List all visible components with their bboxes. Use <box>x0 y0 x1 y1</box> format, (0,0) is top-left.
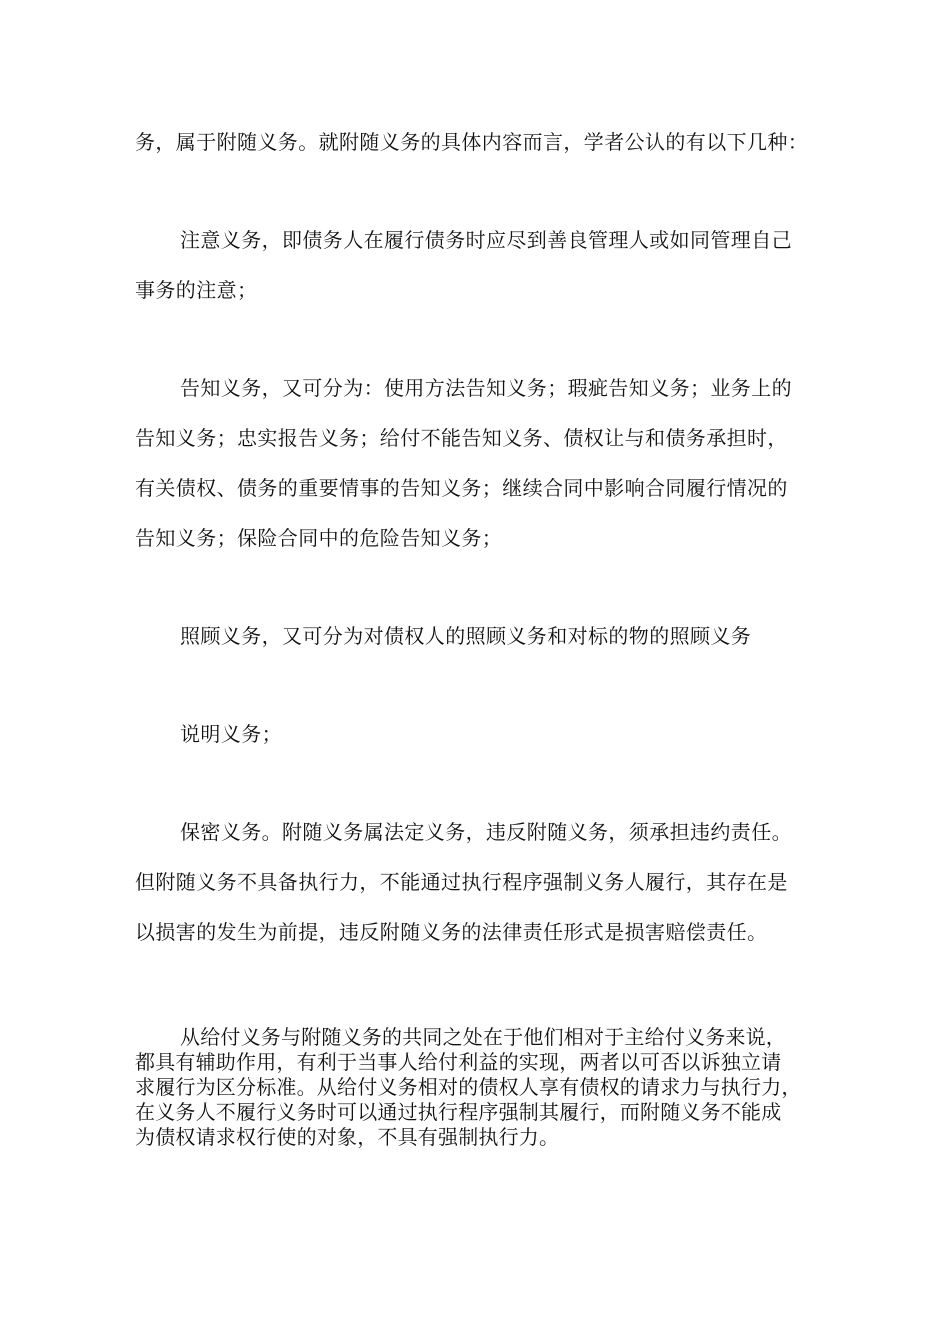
paragraph-line: 都具有辅助作用，有利于当事人给付利益的实现，两者以可否以诉独立请 <box>135 1050 782 1074</box>
paragraph-line: 务，属于附随义务。就附随义务的具体内容而言，学者公认的有以下几种： <box>135 130 809 154</box>
paragraph-line: 在义务人不履行义务时可以通过执行程序强制其履行，而附随义务不能成 <box>135 1100 782 1124</box>
paragraph-line: 说明义务； <box>180 722 282 746</box>
paragraph-line: 但附随义务不具备执行力，不能通过执行程序强制义务人履行，其存在是 <box>135 870 788 894</box>
paragraph-line: 告知义务，又可分为：使用方法告知义务；瑕疵告知义务；业务上的 <box>180 376 792 400</box>
paragraph-line: 告知义务；忠实报告义务；给付不能告知义务、债权让与和债务承担时， <box>135 426 788 450</box>
paragraph-line: 注意义务，即债务人在履行债务时应尽到善良管理人或如同管理自己 <box>180 228 792 252</box>
paragraph-line: 为债权请求权行使的对象，不具有强制执行力。 <box>135 1125 560 1149</box>
paragraph-line: 有关债权、债务的重要情事的告知义务；继续合同中影响合同履行情况的 <box>135 476 788 500</box>
paragraph-line: 保密义务。附随义务属法定义务，违反附随义务，须承担违约责任。 <box>180 820 792 844</box>
paragraph-line: 以损害的发生为前提，违反附随义务的法律责任形式是损害赔偿责任。 <box>135 920 768 944</box>
paragraph-line: 从给付义务与附随义务的共同之处在于他们相对于主给付义务来说， <box>180 1025 786 1049</box>
paragraph-line: 照顾义务，又可分为对债权人的照顾义务和对标的物的照顾义务 <box>180 624 752 648</box>
paragraph-line: 告知义务；保险合同中的危险告知义务； <box>135 526 503 550</box>
paragraph-line: 求履行为区分标准。从给付义务相对的债权人享有债权的请求力与执行力， <box>135 1075 802 1099</box>
paragraph-line: 事务的注意； <box>135 278 258 302</box>
